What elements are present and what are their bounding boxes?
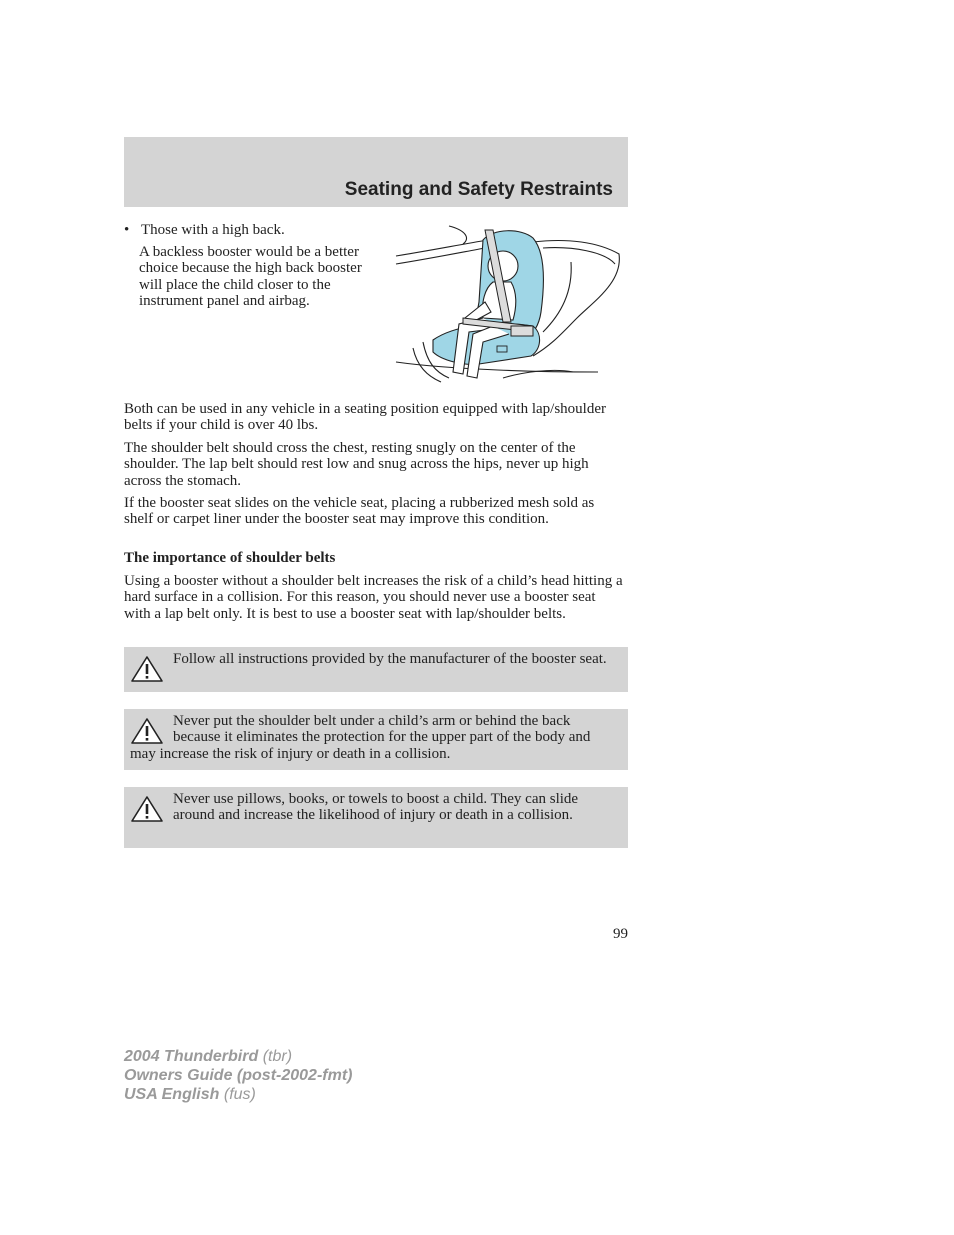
footer-model: 2004 Thunderbird: [124, 1048, 259, 1065]
subheading: The importance of shoulder belts: [124, 550, 336, 566]
warning-text-2: Never put the shoulder belt under a child’s arm or behind the back because it eliminates the protection for the upper part of the body and may increase the risk of injury or death in a collision.: [130, 713, 591, 762]
document-footer: [124, 1047, 352, 1104]
warning-box-2: [124, 709, 628, 770]
warning-triangle-icon: [130, 717, 164, 745]
warning-box-3: [124, 787, 628, 848]
footer-model-code: (tbr): [258, 1048, 293, 1065]
paragraph-1: Both can be used in any vehicle in a seating position equipped with lap/shoulder belts if your child is over 40 lbs.: [124, 401, 606, 434]
warning-text-1: Follow all instructions provided by the manufacturer of the booster seat.: [173, 651, 607, 667]
bullet-detail: A backless booster would be a better choice because the high back booster will place the child closer to the instrument panel and airbag.: [139, 244, 362, 309]
warning-box-1: [124, 647, 628, 692]
footer-line-1: [124, 1047, 352, 1066]
warning-triangle-icon: [130, 655, 164, 683]
subheading-paragraph: Using a booster without a shoulder belt increases the risk of a child’s head hitting a hard surface in a collision. For this reason, you should never use a booster seat with a lap belt only. It is best to use a booster seat with lap/shoulder belts.: [124, 573, 623, 622]
footer-line-3: [124, 1085, 352, 1104]
footer-guide: Owners Guide (post-2002-fmt): [124, 1067, 353, 1084]
booster-seat-illustration: [393, 222, 629, 384]
paragraph-2: The shoulder belt should cross the chest, resting snugly on the center of the shoulder. The lap belt should rest low and snug across the hips, never up high across the stomach.: [124, 440, 589, 489]
footer-language: USA English: [124, 1086, 220, 1103]
footer-line-2: [124, 1066, 352, 1085]
warning-text-3: Never use pillows, books, or towels to boost a child. They can slide around and increase the likelihood of injury or death in a collision.: [173, 791, 579, 824]
bullet-marker: •: [124, 222, 130, 238]
paragraph-3: If the booster seat slides on the vehicle seat, placing a rubberized mesh sold as shelf or carpet liner under the booster seat may improve this condition.: [124, 495, 595, 528]
warning-triangle-icon: [130, 795, 164, 823]
footer-language-code: (fus): [219, 1086, 256, 1103]
section-title: Seating and Safety Restraints: [344, 179, 613, 200]
header-band: [124, 137, 628, 207]
bullet-text: Those with a high back.: [141, 222, 285, 238]
page-number: 99: [613, 926, 628, 942]
